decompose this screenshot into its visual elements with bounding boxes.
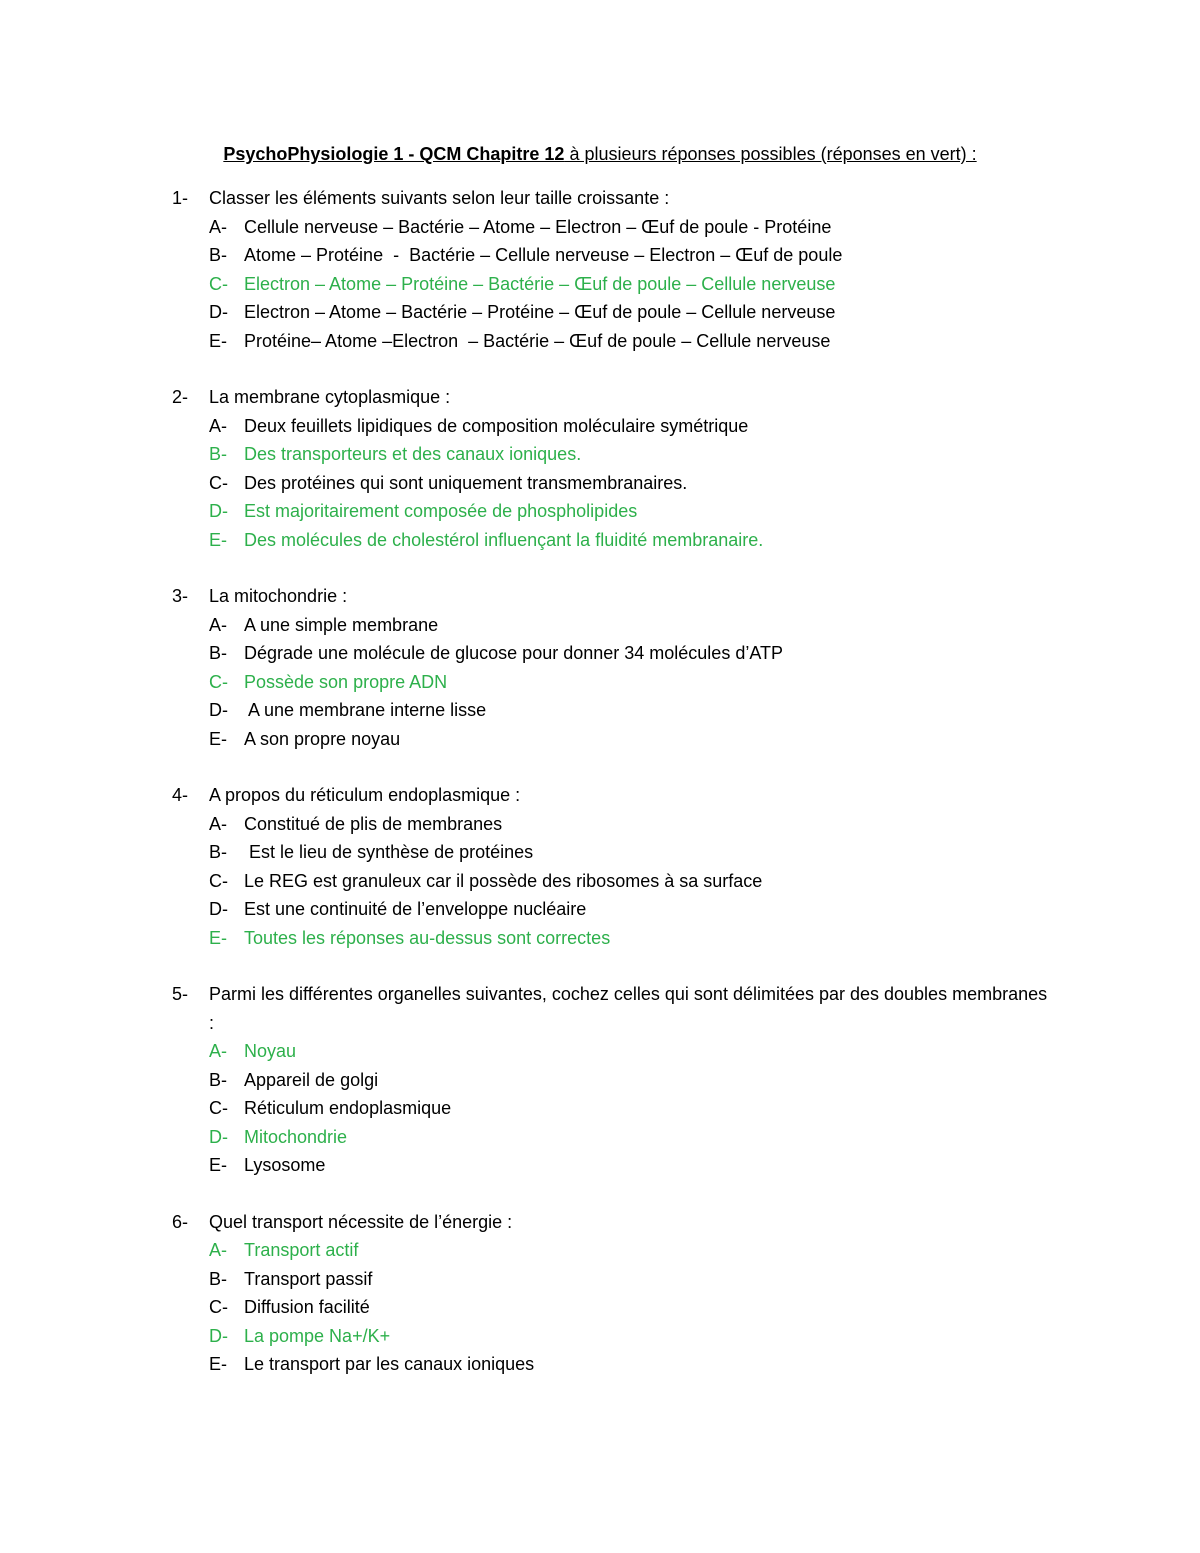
option-letter: E- <box>209 728 227 749</box>
option-text: Constitué de plis de membranes <box>244 813 503 834</box>
question-stem <box>172 184 1052 213</box>
option-text: Des protéines qui sont uniquement transmembranaires. <box>244 472 688 493</box>
option-letter: B- <box>209 643 227 663</box>
title-bold-part: PsychoPhysiologie 1 - QCM Chapitre 12 <box>223 144 565 164</box>
option-letter: D- <box>209 501 228 521</box>
question-stem <box>172 582 1052 611</box>
question-stem <box>172 980 1052 1037</box>
question-number: 1- <box>172 188 189 208</box>
option-text: Noyau <box>244 1041 297 1061</box>
question-2 <box>172 383 1052 554</box>
option-item <box>172 1293 1052 1322</box>
option-list <box>172 213 1052 356</box>
option-item <box>172 810 1052 839</box>
option-letter: D- <box>209 1126 228 1147</box>
option-text: Transport passif <box>244 1268 373 1289</box>
option-text: Possède son propre ADN <box>244 671 448 692</box>
question-stem <box>172 383 1052 412</box>
question-text: A propos du réticulum endoplasmique : <box>209 785 521 805</box>
question-5 <box>172 980 1052 1180</box>
option-letter: B- <box>209 842 227 862</box>
option-letter: D- <box>209 899 228 919</box>
option-text: Appareil de golgi <box>244 1069 379 1090</box>
option-item-correct <box>172 270 1052 299</box>
option-letter: E- <box>209 927 227 948</box>
question-text: La membrane cytoplasmique : <box>209 387 451 407</box>
option-letter: B- <box>209 1268 227 1289</box>
option-text: Réticulum endoplasmique <box>244 1098 452 1118</box>
question-text: La mitochondrie : <box>209 586 348 606</box>
document-title <box>0 142 1200 166</box>
option-text: A une membrane interne lisse <box>244 700 487 720</box>
option-text: Mitochondrie <box>244 1126 348 1147</box>
option-list <box>172 1236 1052 1379</box>
option-letter: A- <box>209 415 227 436</box>
option-letter: D- <box>209 700 228 720</box>
option-text: Deux feuillets lipidiques de composition moléculaire symétrique <box>244 415 749 436</box>
option-text: A une simple membrane <box>244 614 439 635</box>
option-letter: B- <box>209 1069 227 1090</box>
option-text: Est le lieu de synthèse de protéines <box>244 842 534 862</box>
option-item <box>172 1094 1052 1123</box>
option-text: Est une continuité de l’enveloppe nucléaire <box>244 899 587 919</box>
option-text: Electron – Atome – Protéine – Bactérie – Œuf de poule – Cellule nerveuse <box>244 273 836 294</box>
option-letter: A- <box>209 216 227 237</box>
option-letter: E- <box>209 330 227 351</box>
option-item-correct <box>172 497 1052 526</box>
option-text: Atome – Protéine - Bactérie – Cellule nerveuse – Electron – Œuf de poule <box>244 245 843 265</box>
option-item <box>172 213 1052 242</box>
question-number: 2- <box>172 387 189 407</box>
option-text: La pompe Na+/K+ <box>244 1325 391 1346</box>
option-text: Des transporteurs et des canaux ioniques. <box>244 444 582 464</box>
option-letter: A- <box>209 1240 227 1260</box>
option-letter: A- <box>209 614 227 635</box>
option-item <box>172 838 1052 867</box>
option-letter: C- <box>209 870 228 891</box>
option-text: Electron – Atome – Bactérie – Protéine – Œuf de poule – Cellule nerveuse <box>244 302 836 322</box>
option-text: Lysosome <box>244 1155 326 1175</box>
option-letter: B- <box>209 245 227 265</box>
option-item <box>172 895 1052 924</box>
question-stem <box>172 781 1052 810</box>
option-letter: E- <box>209 1155 227 1175</box>
option-item <box>172 1066 1052 1095</box>
question-6 <box>172 1208 1052 1379</box>
option-text: Le REG est granuleux car il possède des ribosomes à sa surface <box>244 870 763 891</box>
option-text: Transport actif <box>244 1240 359 1260</box>
option-item <box>172 327 1052 356</box>
question-number: 5- <box>172 984 189 1004</box>
option-letter: C- <box>209 1098 228 1118</box>
question-number: 4- <box>172 785 189 805</box>
option-item-correct <box>172 440 1052 469</box>
option-text: Le transport par les canaux ioniques <box>244 1354 535 1374</box>
option-item <box>172 867 1052 896</box>
option-letter: C- <box>209 1297 228 1317</box>
title-rest-part: à plusieurs réponses possibles (réponses en vert) : <box>564 144 977 164</box>
option-item <box>172 1151 1052 1180</box>
option-item <box>172 1265 1052 1294</box>
option-item-correct <box>172 1123 1052 1152</box>
option-letter: E- <box>209 1354 227 1374</box>
question-number: 3- <box>172 586 189 606</box>
option-text: Dégrade une molécule de glucose pour donner 34 molécules d’ATP <box>244 643 783 663</box>
option-item <box>172 412 1052 441</box>
option-item-correct <box>172 668 1052 697</box>
option-item <box>172 1350 1052 1379</box>
question-3 <box>172 582 1052 753</box>
option-text: A son propre noyau <box>244 728 401 749</box>
question-4 <box>172 781 1052 952</box>
option-list <box>172 611 1052 754</box>
option-item <box>172 298 1052 327</box>
option-text: Est majoritairement composée de phospholipides <box>244 501 638 521</box>
question-stem <box>172 1208 1052 1237</box>
option-item <box>172 469 1052 498</box>
question-number: 6- <box>172 1211 189 1232</box>
option-item <box>172 241 1052 270</box>
question-text: Quel transport nécessite de l’énergie : <box>209 1211 513 1232</box>
option-letter: C- <box>209 273 228 294</box>
option-item-correct <box>172 924 1052 953</box>
option-letter: C- <box>209 472 228 493</box>
option-letter: B- <box>209 444 227 464</box>
option-text: Protéine– Atome –Electron – Bactérie – Œuf de poule – Cellule nerveuse <box>244 330 831 351</box>
option-text: Cellule nerveuse – Bactérie – Atome – Electron – Œuf de poule - Protéine <box>244 216 832 237</box>
option-item-correct <box>172 1322 1052 1351</box>
option-letter: D- <box>209 1325 228 1346</box>
option-item-correct <box>172 1236 1052 1265</box>
option-list <box>172 412 1052 555</box>
question-text: Parmi les différentes organelles suivantes, cochez celles qui sont délimitées par des doubles membranes : <box>209 984 1048 1033</box>
option-text: Diffusion facilité <box>244 1297 370 1317</box>
option-letter: A- <box>209 1041 227 1061</box>
option-letter: A- <box>209 813 227 834</box>
option-item-correct <box>172 1037 1052 1066</box>
option-text: Toutes les réponses au-dessus sont correctes <box>244 927 611 948</box>
option-letter: C- <box>209 671 228 692</box>
option-text: Des molécules de cholestérol influençant la fluidité membranaire. <box>244 529 764 550</box>
question-text: Classer les éléments suivants selon leur taille croissante : <box>209 188 670 208</box>
question-1 <box>172 184 1052 355</box>
option-item <box>172 611 1052 640</box>
option-letter: D- <box>209 302 228 322</box>
option-letter: E- <box>209 529 227 550</box>
option-item-correct <box>172 526 1052 555</box>
option-item <box>172 696 1052 725</box>
option-item <box>172 639 1052 668</box>
option-item <box>172 725 1052 754</box>
option-list <box>172 810 1052 953</box>
option-list <box>172 1037 1052 1180</box>
question-list <box>172 184 1052 1407</box>
